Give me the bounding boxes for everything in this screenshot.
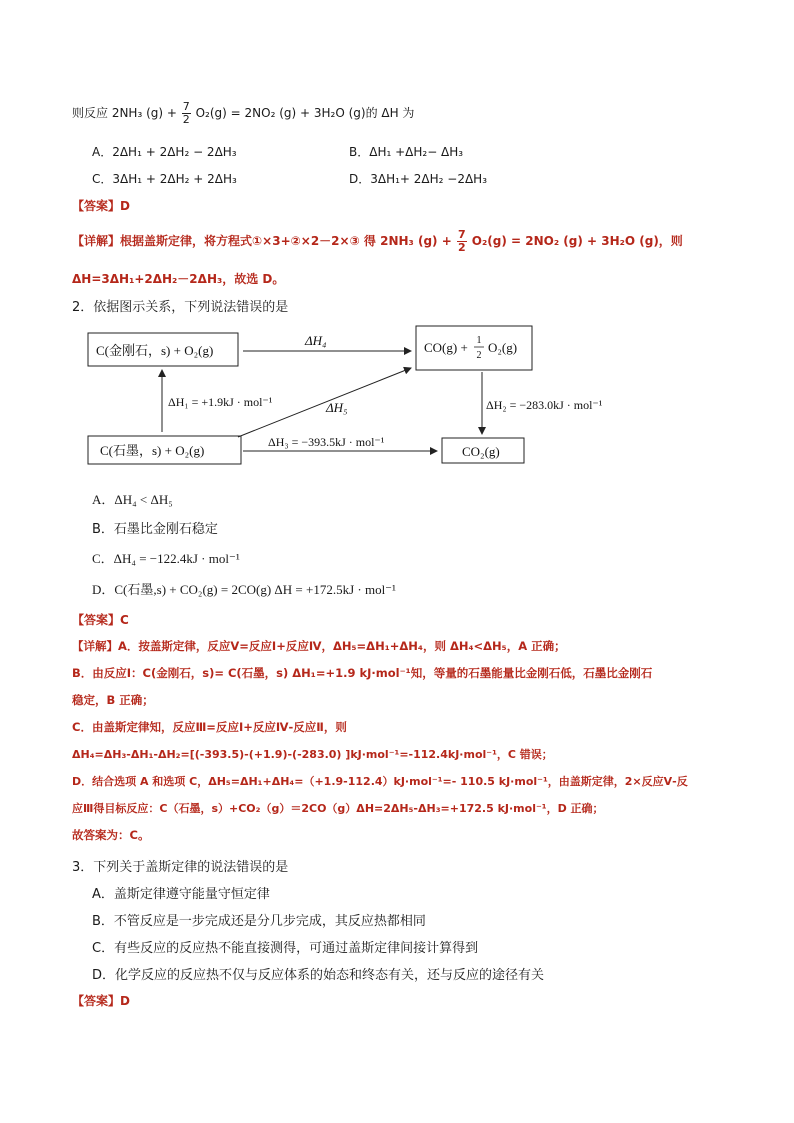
q3-answer: 【答案】D	[72, 994, 130, 1008]
q2-detail-line2: B．由反应Ⅰ：C(金刚石，s)= C(石墨，s) ΔH₁=+1.9 kJ·mol⁻¹知，等量的石墨能量比金刚石低，石墨比金刚石	[72, 666, 653, 680]
q2-stem: 2．依据图示关系，下列说法错误的是	[72, 300, 289, 315]
q2-option-b: B．石墨比金刚石稳定	[92, 522, 218, 537]
q1-option-d: D．3ΔH₁+ 2ΔH₂ −2ΔH₃	[349, 172, 488, 186]
q2-detail-line4: C．由盖斯定律知，反应Ⅲ=反应Ⅰ+反应Ⅳ-反应Ⅱ，则	[72, 720, 347, 734]
label-co-frac-den: 2	[476, 350, 482, 361]
label-co: CO(g) +	[424, 340, 468, 355]
q1-detail: 【详解】根据盖斯定律，将方程式①×3+②×2－2×③ 得 2NH₃ (g) + $\frac{7}{2}$ O₂(g) = 2NO₂ (g) + 3H₂O (g)，则	[72, 228, 683, 254]
q2-option-a: A．ΔH₄ < ΔH₅	[92, 492, 173, 507]
energy-diagram	[0, 0, 794, 480]
q2-detail-line7: 应Ⅲ得目标反应：C（石墨，s）+CO₂（g）＝2CO（g）ΔH=2ΔH₅-ΔH₃=+172.5 kJ·mol⁻¹，D 正确；	[72, 802, 604, 815]
q1-option-c: C．3ΔH₁ + 2ΔH₂ + 2ΔH₃	[92, 172, 237, 186]
q2-detail-line3: 稳定，B 正确；	[72, 693, 154, 707]
fraction-seven-halves: $\frac{7}{2}$	[457, 228, 466, 254]
label-co2: CO₂(g)	[462, 444, 500, 459]
q3-option-c: C．有些反应的反应热不能直接测得，可通过盖斯定律间接计算得到	[92, 941, 479, 956]
q2-answer: 【答案】C	[72, 613, 129, 627]
label-graphite: C(石墨，s) + O₂(g)	[100, 443, 205, 458]
q1-detail-line2: ΔH=3ΔH₁+2ΔH₂－2ΔH₃，故选 D。	[72, 272, 285, 286]
label-diamond: C(金刚石，s) + O₂(g)	[96, 343, 214, 358]
label-co-frac-num: 1	[476, 335, 482, 346]
q1-answer: 【答案】D	[72, 199, 130, 213]
label-co-tail: O₂(g)	[488, 340, 518, 355]
q3-option-a: A．盖斯定律遵守能量守恒定律	[92, 887, 270, 902]
q2-option-d: D．C(石墨,s) + CO₂(g) = 2CO(g) ΔH = +172.5kJ · mol⁻¹	[92, 582, 396, 597]
q3-stem: 3．下列关于盖斯定律的说法错误的是	[72, 860, 289, 875]
q2-detail-line5: ΔH₄=ΔH₃-ΔH₁-ΔH₂=[(-393.5)-(+1.9)-(-283.0) ]kJ·mol⁻¹=-112.4kJ·mol⁻¹，C 错误；	[72, 748, 553, 761]
q3-option-d: D．化学反应的反应热不仅与反应体系的始态和终态有关，还与反应的途径有关	[92, 968, 545, 983]
q1-option-a: A．2ΔH₁ + 2ΔH₂ − 2ΔH₃	[92, 145, 237, 159]
q1-stem: 则反应 2NH₃ (g) + $\frac{7}{2}$ O₂(g) = 2NO₂ (g) + 3H₂O (g)的 ΔH 为	[72, 100, 415, 126]
label-dh4: ΔH₄	[305, 333, 327, 348]
label-dh5: ΔH₅	[326, 400, 348, 415]
q2-detail-line6: D．结合选项 A 和选项 C，ΔH₅=ΔH₁+ΔH₄=（+1.9-112.4）kJ·mol⁻¹=- 110.5 kJ·mol⁻¹，由盖斯定律，2×反应Ⅴ-反	[72, 775, 688, 788]
q2-option-c: C．ΔH₄ = −122.4kJ · mol⁻¹	[92, 551, 240, 566]
q2-detail-line1: 【详解】A．按盖斯定律，反应Ⅴ=反应Ⅰ+反应Ⅳ，ΔH₅=ΔH₁+ΔH₄，则 ΔH₄<ΔH₅，A 正确；	[72, 639, 566, 653]
label-dh2: ΔH₂ = −283.0kJ · mol⁻¹	[486, 398, 603, 412]
q3-option-b: B．不管反应是一步完成还是分几步完成，其反应热都相同	[92, 914, 426, 929]
q1-option-b: B．ΔH₁ +ΔH₂− ΔH₃	[349, 145, 464, 159]
label-dh3: ΔH₃ = −393.5kJ · mol⁻¹	[268, 435, 385, 449]
fraction-seven-halves: $\frac{7}{2}$	[182, 100, 190, 126]
q2-detail-line8: 故答案为：C。	[72, 828, 150, 842]
label-dh1: ΔH₁ = +1.9kJ · mol⁻¹	[168, 395, 273, 409]
